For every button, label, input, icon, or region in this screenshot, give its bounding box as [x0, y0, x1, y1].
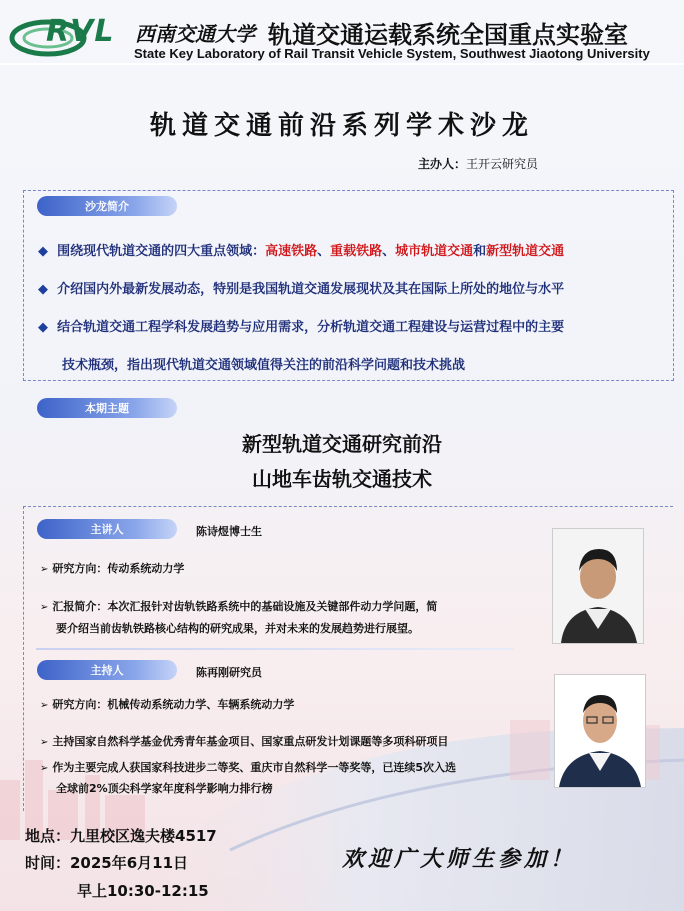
speaker-summary-cont: 要介绍当前齿轨铁路核心结构的研究成果，并对未来的发展趋势进行展望。: [56, 622, 419, 635]
lab-name-en: State Key Laboratory of Rail Transit Vehicle System, Southwest Jiaotong University: [134, 46, 650, 61]
intro-item-3-line1: 结合轨道交通工程学科发展趋势与应用需求，分析轨道交通工程建设与运营过程中的主要: [57, 320, 565, 335]
field-new-rail: 新型轨道交通: [486, 244, 565, 259]
section-divider: [36, 648, 514, 650]
intro-item-3-cont: 技术瓶颈，指出现代轨道交通领域值得关注的前沿科学问题和技术挑战: [62, 358, 466, 373]
host-awards-cont: 全球前2%顶尖科学家年度科学影响力排行榜: [56, 782, 273, 795]
diamond-bullet-icon: ◆: [38, 282, 48, 297]
host-projects-text: 主持国家自然科学基金优秀青年基金项目、国家重点研发计划课题等多项科研项目: [52, 735, 449, 748]
field-urban-rail: 城市轨道交通: [395, 244, 474, 259]
diamond-bullet-icon: ◆: [38, 320, 48, 335]
theme-tag: 本期主题: [37, 398, 177, 418]
field-high-speed: 高速铁路: [265, 244, 318, 259]
theme-line-2: 山地车齿轨交通技术: [252, 467, 432, 491]
speaker-name: 陈诗煜博士生: [196, 525, 262, 538]
diamond-bullet-icon: ◆: [38, 244, 48, 259]
university-name: 西南交通大学: [135, 22, 255, 46]
host-photo: [554, 674, 646, 788]
organizer: [418, 155, 538, 172]
speaker-summary: [40, 598, 437, 614]
speaker-tag: 主讲人: [37, 519, 177, 539]
host-research-text: 研究方向：机械传动系统动力学、车辆系统动力学: [52, 698, 295, 711]
host-name: 陈再刚研究员: [196, 666, 262, 679]
arrow-bullet-icon: ➢: [40, 564, 49, 575]
conjunction: 和: [473, 244, 487, 259]
host-awards: [40, 759, 456, 775]
header-divider: [0, 63, 684, 65]
arrow-bullet-icon: ➢: [40, 700, 49, 711]
separator: 、: [317, 244, 331, 259]
speaker-photo: [552, 528, 644, 644]
time: 早上10:30-12:15: [77, 882, 209, 900]
arrow-bullet-icon: ➢: [40, 602, 49, 613]
speaker-summary-line1: 汇报简介：本次汇报针对齿轨铁路系统中的基础设施及关键部件动力学问题，简: [52, 600, 438, 613]
date: 时间：2025年6月11日: [25, 854, 189, 872]
field-heavy-haul: 重载铁路: [330, 244, 383, 259]
intro-item-1: [38, 240, 564, 259]
host-awards-line1: 作为主要完成人获国家科技进步二等奖、重庆市自然科学一等奖等，已连续5次入选: [52, 761, 457, 774]
theme-line-1: 新型轨道交通研究前沿: [242, 432, 442, 456]
host-research: [40, 696, 294, 712]
arrow-bullet-icon: ➢: [40, 763, 49, 774]
speaker-research: [40, 560, 184, 576]
intro-item-3: [38, 316, 564, 335]
intro-item-1-text: 围绕现代轨道交通的四大重点领域：: [57, 244, 266, 259]
arrow-bullet-icon: ➢: [40, 737, 49, 748]
welcome-message: 欢迎广大师生参加！: [342, 846, 577, 872]
intro-item-2: [38, 278, 564, 297]
logo-text: RVL: [46, 14, 115, 49]
organizer-label: 主办人：: [418, 157, 467, 171]
speaker-research-text: 研究方向：传动系统动力学: [52, 562, 185, 575]
host-projects: [40, 733, 448, 749]
intro-tag: 沙龙简介: [37, 196, 177, 216]
lab-name-cn: 轨道交通运载系统全国重点实验室: [268, 21, 628, 49]
location: 地点：九里校区逸夫楼4517: [25, 827, 217, 845]
page-title: 轨道交通前沿系列学术沙龙: [149, 111, 534, 141]
intro-item-2-text: 介绍国内外最新发展动态，特别是我国轨道交通发展现状及其在国际上所处的地位与水平: [57, 282, 565, 297]
separator: 、: [382, 244, 396, 259]
host-tag: 主持人: [37, 660, 177, 680]
organizer-name: 王开云研究员: [466, 157, 539, 171]
